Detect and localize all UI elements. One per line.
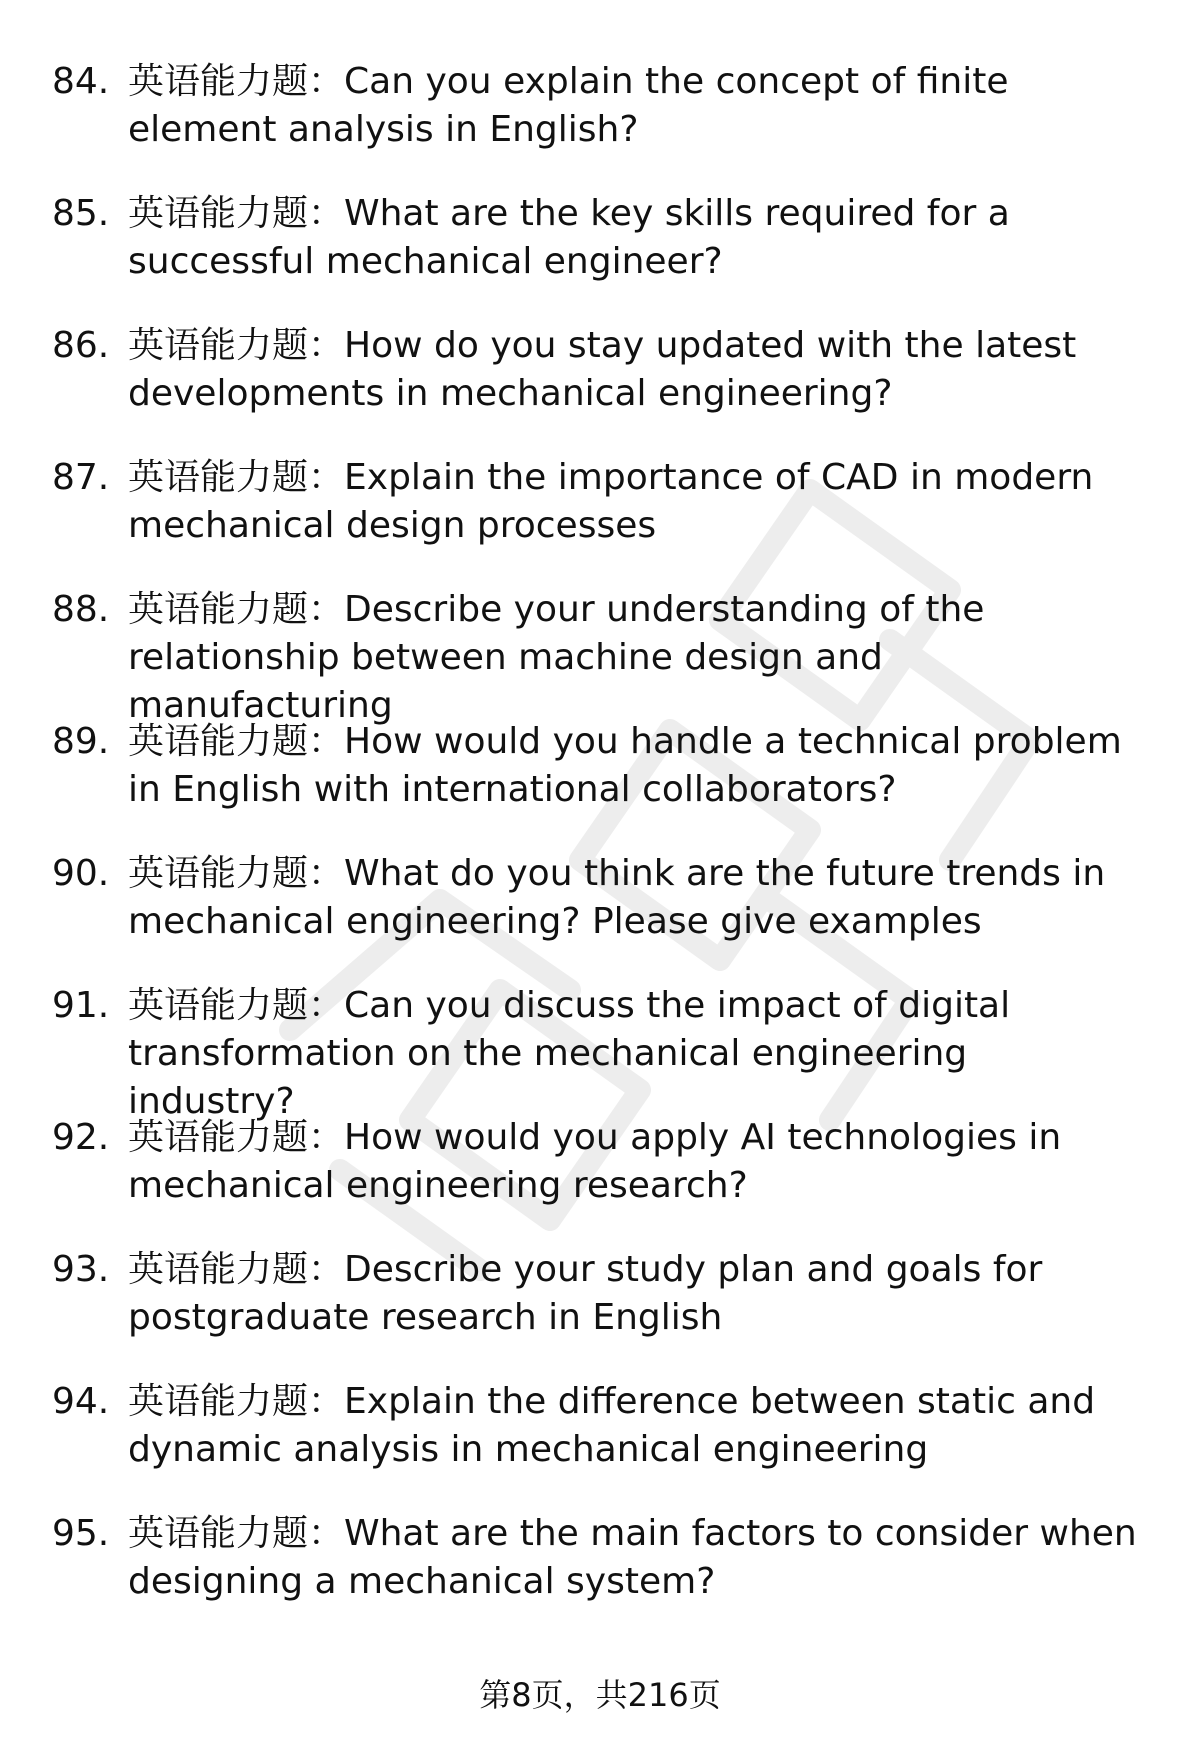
- question-item: [52, 1510, 1152, 1642]
- question-item: [52, 982, 1152, 1122]
- question-tag: 英语能力题：: [128, 325, 345, 366]
- question-body: [128, 1510, 1152, 1606]
- question-number: 90.: [52, 853, 110, 894]
- question-item: [52, 718, 1152, 850]
- question-text: How would you handle a technical problem in English with international collaborators?: [128, 721, 1122, 810]
- question-text: How do you stay updated with the latest developments in mechanical engineering?: [128, 325, 1077, 414]
- question-body: [128, 1246, 1152, 1342]
- question-tag: 英语能力题：: [128, 985, 345, 1026]
- question-text: What are the main factors to consider when designing a mechanical system?: [128, 1513, 1137, 1602]
- question-tag: 英语能力题：: [128, 1381, 345, 1422]
- question-text: Describe your understanding of the relationship between machine design and manufacturing: [128, 589, 985, 726]
- question-tag: 英语能力题：: [128, 589, 345, 630]
- question-number: 89.: [52, 721, 110, 762]
- question-body: [128, 454, 1152, 550]
- question-tag: 英语能力题：: [128, 193, 345, 234]
- question-text: What are the key skills required for a successful mechanical engineer?: [128, 193, 1010, 282]
- page-footer: 第8页，共216页: [479, 1676, 721, 1714]
- question-number: 94.: [52, 1381, 110, 1422]
- question-body: [128, 190, 1152, 286]
- question-item: [52, 190, 1152, 322]
- question-text: Describe your study plan and goals for postgraduate research in English: [128, 1249, 1043, 1338]
- question-text: How would you apply AI technologies in mechanical engineering research?: [128, 1117, 1062, 1206]
- question-item: [52, 322, 1152, 454]
- question-body: [128, 58, 1152, 154]
- question-text: Explain the difference between static and dynamic analysis in mechanical engineering: [128, 1381, 1096, 1470]
- question-number: 95.: [52, 1513, 110, 1554]
- question-number: 86.: [52, 325, 110, 366]
- question-body: [128, 1378, 1152, 1474]
- question-item: [52, 586, 1152, 726]
- question-tag: 英语能力题：: [128, 721, 345, 762]
- question-body: [128, 718, 1152, 814]
- question-text: What do you think are the future trends in mechanical engineering? Please give examples: [128, 853, 1106, 942]
- question-tag: 英语能力题：: [128, 853, 345, 894]
- question-tag: 英语能力题：: [128, 1513, 345, 1554]
- question-item: [52, 1114, 1152, 1246]
- question-item: [52, 454, 1152, 586]
- question-list: [52, 58, 1152, 1642]
- question-text: Can you discuss the impact of digital transformation on the mechanical engineering industry?: [128, 985, 1011, 1122]
- question-text: Explain the importance of CAD in modern mechanical design processes: [128, 457, 1094, 546]
- question-number: 88.: [52, 589, 110, 630]
- question-number: 92.: [52, 1117, 110, 1158]
- question-body: [128, 850, 1152, 946]
- question-tag: 英语能力题：: [128, 61, 345, 102]
- question-body: [128, 982, 1152, 1126]
- question-body: [128, 586, 1152, 730]
- question-number: 91.: [52, 985, 110, 1026]
- question-number: 85.: [52, 193, 110, 234]
- question-item: [52, 1246, 1152, 1378]
- question-number: 84.: [52, 61, 110, 102]
- question-item: [52, 1378, 1152, 1510]
- question-tag: 英语能力题：: [128, 457, 345, 498]
- question-tag: 英语能力题：: [128, 1117, 345, 1158]
- question-tag: 英语能力题：: [128, 1249, 345, 1290]
- question-body: [128, 1114, 1152, 1210]
- question-body: [128, 322, 1152, 418]
- question-item: [52, 58, 1152, 190]
- question-item: [52, 850, 1152, 982]
- question-number: 87.: [52, 457, 110, 498]
- question-number: 93.: [52, 1249, 110, 1290]
- question-text: Can you explain the concept of finite element analysis in English?: [128, 61, 1009, 150]
